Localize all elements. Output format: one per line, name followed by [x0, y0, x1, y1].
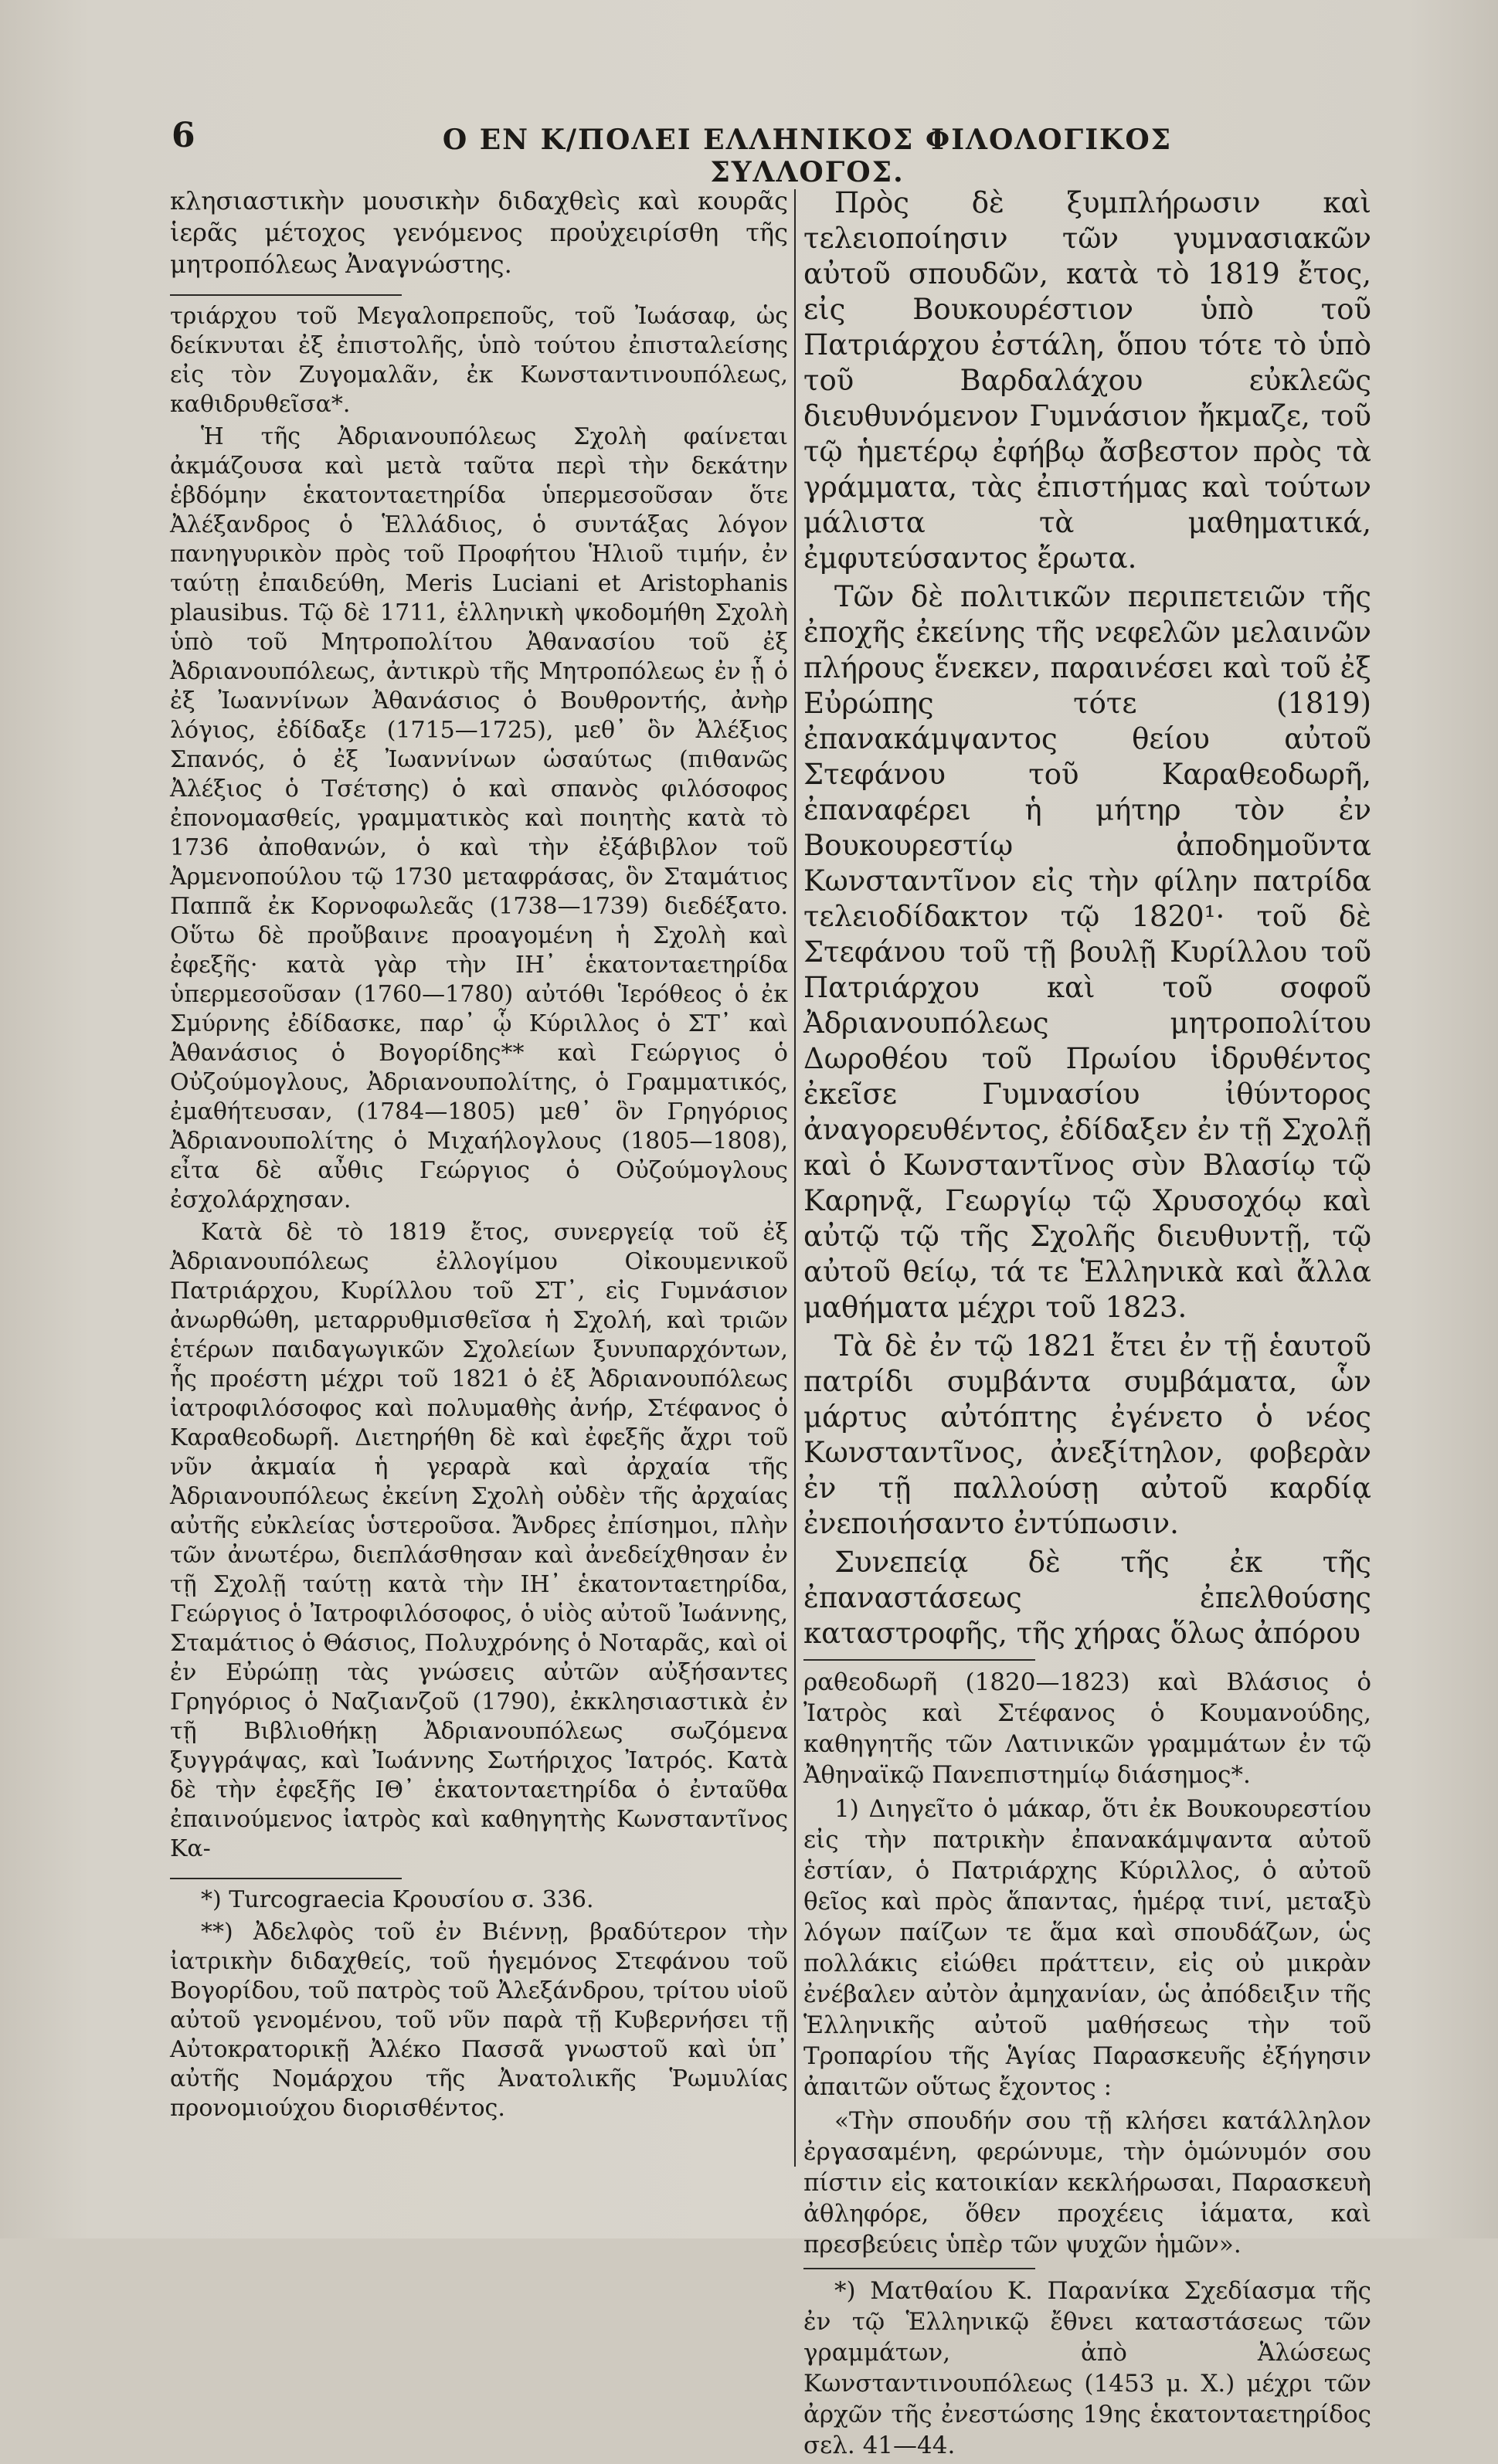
left-paragraph-2: Κατὰ δὲ τὸ 1819 ἔτος, συνεργείᾳ τοῦ ἐξ Ἀδριανουπόλεως ἐλλογίμου Οἰκουμενικοῦ Πατριάρχου, Κυρίλλου τοῦ ΣΤ᾽, εἰς Γυμνάσιον ἀνωρθώθη, μεταρρυθμισθεῖσα ἡ Σχολή, καὶ τριῶν ἑτέρων παιδαγωγικῶν Σχολείων ξυνυπαρχόντων, ἧς προέστη μέχρι τοῦ 1821 ὁ ἐξ Ἀδριανουπόλεως ἰατροφιλόσοφος καὶ πολυμαθὴς ἀνήρ, Στέφανος ὁ Καραθεοδωρῆ. Διετηρήθη δὲ καὶ ἐφεξῆς ἄχρι τοῦ νῦν ἀκμαία ἡ γεραρὰ καὶ ἀρχαία τῆς Ἀδριανουπόλεως ἐκείνη Σχολὴ οὐδὲν τῆς ἀρχαίας αὐτῆς εὐκλείας ὑστεροῦσα. Ἄνδρες ἐπίσημοι, πλὴν τῶν ἀνωτέρω, διεπλάσθησαν καὶ ἀνεδείχθησαν ἐν τῇ Σχολῇ ταύτῃ κατὰ τὴν ΙΗ᾽ ἑκατονταετηρίδα, Γεώργιος ὁ Ἰατροφιλόσοφος, ὁ υἱὸς αὐτοῦ Ἰωάννης, Σταμάτιος ὁ Θάσιος, Πολυχρόνης ὁ Νοταρᾶς, καὶ οἱ ἐν Εὐρώπῃ τὰς γνώσεις αὐτῶν αὐξήσαντες Γρηγόριος ὁ Ναζιανζοῦ (1790), ἐκκλησιαστικὰ ἐν τῇ Βιβλιοθήκῃ Ἀδριανουπόλεως σωζόμενα ξυγγράψας, καὶ Ἰωάννης Σωτήριχος Ἰατρός. Κατὰ δὲ τὴν ἐφεξῆς ΙΘ᾽ ἑκατονταετηρίδα ὁ ἐνταῦθα ἐπαινούμενος ἰατρὸς καὶ καθηγητὴς Κωνσταντῖνος Κα- [170, 1219, 788, 1862]
left-column [170, 185, 788, 2126]
left-top-text: κλησιαστικὴν μουσικὴν διδαχθεὶς καὶ κουρᾶς ἱερᾶς μέτοχος γενόμενος προὐχειρίσθη τῆς μητροπόλεως Ἀναγνώστης. [170, 186, 788, 279]
footnote-rule [170, 1878, 402, 1879]
footnote-rule [803, 2268, 1035, 2269]
footnote-rule [170, 294, 402, 296]
left-paragraph-1: Ἡ τῆς Ἀδριανουπόλεως Σχολὴ φαίνεται ἀκμάζουσα καὶ μετὰ ταῦτα περὶ τὴν δεκάτην ἑβδόμην ἑκατονταετηρίδα ὑπερμεσοῦσαν ὅτε Ἀλέξανδρος ὁ Ἑλλάδιος, ὁ συντάξας λόγον πανηγυρικὸν πρὸς τοῦ Προφήτου Ἡλιοῦ τιμήν, ἐν ταύτῃ ἐπαιδεύθη, Meris Luciani et Aristophanis plausibus. Τῷ δὲ 1711, ἑλληνικὴ ψκοδομήθη Σχολὴ ὑπὸ τοῦ Μητροπολίτου Ἀθανασίου τοῦ ἐξ Ἀδριανουπόλεως, ἀντικρὺ τῆς Μητροπόλεως ἐν ᾗ ὁ ἐξ Ἰωαννίνων Ἀθανάσιος ὁ Βουθροντής, ἀνὴρ λόγιος, ἐδίδαξε (1715—1725), μεθ᾽ ὃν Ἀλέξιος Σπανός, ὁ ἐξ Ἰωαννίνων ὡσαύτως (πιθανῶς Ἀλέξιος ὁ Τσέτσης) ὁ καὶ σπανὸς φιλόσοφος ἐπονομασθείς, γραμματικὸς καὶ ποιητὴς κατὰ τὸ 1736 ἀποθανών, ὁ καὶ τὴν ἐξάβιβλον τοῦ Ἀρμενοπούλου τῷ 1730 μεταφράσας, ὃν Σταμάτιος Παππᾶ ἐκ Κορνοφωλεᾶς (1738—1739) διεδέξατο. Οὕτω δὲ προὔβαινε προαγομένη ἡ Σχολὴ καὶ ἐφεξῆς· κατὰ γὰρ τὴν ΙΗ᾽ ἑκατονταετηρίδα ὑπερμεσοῦσαν (1760—1780) αὐτόθι Ἱερόθεος ὁ ἐκ Σμύρνης ἐδίδασκε, παρ᾽ ᾧ Κύριλλος ὁ ΣΤ᾽ καὶ Ἀθανάσιος ὁ Βογορίδης** καὶ Γεώργιος ὁ Οὐζούμογλους, Ἀδριανουπολίτης, ὁ Γραμματικός, ἐμαθήτευσαν, (1784—1805) μεθ᾽ ὃν Γρηγόριος Ἀδριανουπολίτης ὁ Μιχαήλογλους (1805—1808), εἶτα δὲ αὖθις Γεώργιος ὁ Οὐζούμογλους ἐσχολάρχησαν. [170, 423, 788, 1213]
right-paragraph-4: Συνεπείᾳ δὲ τῆς ἐκ τῆς ἐπαναστάσεως ἐπελθούσης καταστροφῆς, τῆς χήρας ὅλως ἀπόρου [803, 1546, 1371, 1650]
right-footnote-1-quote: «Τὴν σπουδήν σου τῇ κλήσει κατάλληλον ἐργασαμένη, φερώνυμε, τὴν ὁμώνυμόν σου πίστιν εἰς κατοικίαν κεκλήρωσαι, Παρασκευὴ ἀθληφόρε, ὅθεν προχέεις ἰάματα, καὶ πρεσβεύεις ὑπὲρ τῶν ψυχῶν ἡμῶν». [803, 2107, 1371, 2259]
running-title: Ο ΕΝ Κ/ΠΟΛΕΙ ΕΛΛΗΝΙΚΟΣ ΦΙΛΟΛΟΓΙΚΟΣ ΣΥΛΛΟΓΟΣ. [442, 124, 1173, 188]
right-footnote-continuation: ραθεοδωρῆ (1820—1823) καὶ Βλάσιος ὁ Ἰατρὸς καὶ Στέφανος ὁ Κουμανούδης, καθηγητῆς τῶν Λατινικῶν γραμμάτων ἐν τῷ Ἀθηναϊκῷ Πανεπιστημίῳ διάσημος*. [803, 1668, 1371, 1789]
right-paragraph-3: Τὰ δὲ ἐν τῷ 1821 ἔτει ἐν τῇ ἑαυτοῦ πατρίδι συμβάντα συμβάματα, ὧν μάρτυς αὐτόπτης ἐγένετο ὁ νέος Κωνσταντῖνος, ἀνεξίτηλον, φοβερὰν ἐν τῇ παλλούσῃ αὐτοῦ καρδίᾳ ἐνεποιήσαντο ἐντύπωσιν. [803, 1329, 1371, 1540]
left-footnote-2: **) Ἀδελφὸς τοῦ ἐν Βιέννῃ, βραδύτερον τὴν ἰατρικὴν διδαχθείς, τοῦ ἡγεμόνος Στεφάνου τοῦ Βογορίδου, τοῦ πατρὸς τοῦ Ἀλεξάνδρου, τρίτου υἱοῦ αὐτοῦ γενομένου, τοῦ νῦν παρὰ τῇ Κυβερνήσει τῇ Αὐτοκρατορικῇ Ἀλέκο Πασσᾶ γνωστοῦ καὶ ὑπ᾽ αὐτῆς Νομάρχου τῆς Ἀνατολικῆς Ῥωμυλίας προνομιούχου διορισθέντος. [170, 1919, 788, 2122]
right-footnote-2: *) Ματθαίου Κ. Παρανίκα Σχεδίασμα τῆς ἐν τῷ Ἑλληνικῷ ἔθνει καταστάσεως τῶν γραμμάτων, ἀπὸ Ἁλώσεως Κωνσταντινουπόλεως (1453 μ. Χ.) μέχρι τῶν ἀρχῶν τῆς ἐνεστώσης 19ης ἑκατονταετηρίδος σελ. 41—44. [803, 2277, 1371, 2459]
page-number: 6 [172, 116, 195, 155]
right-paragraph-1: Πρὸς δὲ ξυμπλήρωσιν καὶ τελειοποίησιν τῶν γυμνασιακῶν αὐτοῦ σπουδῶν, κατὰ τὸ 1819 ἔτος, εἰς Βουκουρέστιον ὑπὸ τοῦ Πατριάρχου ἐστάλη, ὅπου τότε τὸ ὑπὸ τοῦ Βαρδαλάχου εὐκλεῶς διευθυνόμενον Γυμνάσιον ἤκμαζε, τοῦ τῷ ἡμετέρῳ ἐφήβῳ ἄσβεστον πρὸς τὰ γράμματα, τὰς ἐπιστήμας καὶ τούτων μάλιστα τὰ μαθηματικά, ἐμφυτεύσαντος ἔρωτα. [803, 186, 1371, 575]
column-divider [794, 189, 796, 2167]
left-footnote-continuation: τριάρχου τοῦ Μεγαλοπρεποῦς, τοῦ Ἰωάσαφ, ὡς δείκνυται ἐξ ἐπιστολῆς, ὑπὸ τούτου ἐπισταλείσης εἰς τὸν Ζυγομαλᾶν, ἐκ Κωνσταντινουπόλεως, καθιδρυθεῖσα*. [170, 303, 788, 418]
right-column [803, 185, 1371, 2464]
right-paragraph-2: Τῶν δὲ πολιτικῶν περιπετειῶν τῆς ἐποχῆς ἐκείνης τῆς νεφελῶν μελαινῶν πλήρους ἕνεκεν, παραινέσει καὶ τοῦ ἐξ Εὐρώπης τότε (1819) ἐπανακάμψαντος θείου αὐτοῦ Στεφάνου τοῦ Καραθεοδωρῆ, ἐπαναφέρει ἡ μήτηρ τὸν ἐν Βουκουρεστίῳ ἀποδημοῦντα Κωνσταντῖνον εἰς τὴν φίλην πατρίδα τελειοδίδακτον τῷ 1820¹· τοῦ δὲ Στεφάνου τοῦ τῇ βουλῇ Κυρίλλου τοῦ Πατριάρχου καὶ τοῦ σοφοῦ Ἀδριανουπόλεως μητροπολίτου Δωροθέου τοῦ Πρωίου ἱδρυθέντος ἐκεῖσε Γυμνασίου ἰθύντορος ἀναγορευθέντος, ἐδίδαξεν ἐν τῇ Σχολῇ καὶ ὁ Κωνσταντῖνος σὺν Βλασίῳ τῷ Καρηνᾷ, Γεωργίῳ τῷ Χρυσοχόῳ καὶ αὐτῷ τῷ τῆς Σχολῆς διευθυντῇ, τῷ αὐτοῦ θείῳ, τά τε Ἑλληνικὰ καὶ ἄλλα μαθήματα μέχρι τοῦ 1823. [803, 580, 1371, 1324]
footnote-rule [803, 1659, 1035, 1661]
right-footnote-1: 1) Διηγεῖτο ὁ μάκαρ, ὅτι ἐκ Βουκουρεστίου εἰς τὴν πατρικὴν ἐπανακάμψαντα αὐτοῦ ἑστίαν, ὁ Πατριάρχης Κύριλλος, ὁ αὐτοῦ θεῖος καὶ πρὸς ἅπαντας, ἡμέρᾳ τινί, μεταξὺ λόγων παίζων τε ἅμα καὶ σπουδάζων, ὡς πολλάκις εἰώθει πράττειν, εἰς οὐ μικρὰν ἐνέβαλεν αὐτὸν ἀμηχανίαν, ὡς ἀπόδειξιν τῆς Ἑλληνικῆς αὐτοῦ μαθήσεως τὴν τοῦ Τροπαρίου τῆς Ἁγίας Παρασκευῆς ἐξήγησιν ἀπαιτῶν οὕτως ἔχοντος : [803, 1795, 1371, 2101]
left-footnote-1: *) Turcograecia Κρουσίου σ. 336. [201, 1886, 594, 1913]
